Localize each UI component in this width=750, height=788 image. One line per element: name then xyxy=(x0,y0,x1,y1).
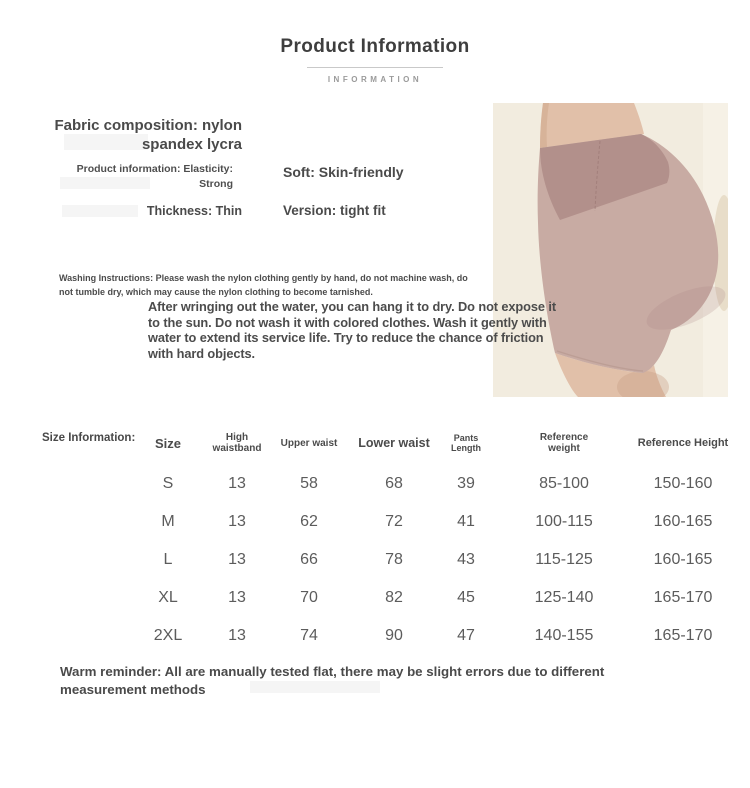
cell-reference-weight: 100-115 xyxy=(535,513,593,530)
cell-lower-waist: 68 xyxy=(385,475,403,492)
cell-size: M xyxy=(161,513,175,530)
elasticity-line2: Strong xyxy=(199,178,233,191)
size-table xyxy=(133,421,729,655)
col-header-reference-weight: Reference weight xyxy=(539,432,589,454)
header-divider xyxy=(307,67,443,68)
cell-high-waistband: 13 xyxy=(228,475,246,492)
cell-reference-weight: 125-140 xyxy=(534,589,594,606)
cell-upper-waist: 62 xyxy=(300,513,318,530)
cell-lower-waist: 82 xyxy=(385,589,403,606)
cell-pants-length: 45 xyxy=(457,589,475,606)
col-header-high-waistband: High waistband xyxy=(212,432,262,454)
thickness-info: Thickness: Thin xyxy=(146,204,242,218)
version-info: Version: tight fit xyxy=(283,203,386,218)
size-section-label: Size Information: xyxy=(42,432,136,444)
cell-upper-waist: 74 xyxy=(300,627,318,644)
cell-reference-height: 160-165 xyxy=(653,513,713,530)
softness-info: Soft: Skin-friendly xyxy=(283,164,404,180)
col-header-size: Size xyxy=(154,435,181,451)
cell-upper-waist: 58 xyxy=(300,475,318,492)
cell-reference-height: 165-170 xyxy=(653,627,713,644)
cell-pants-length: 43 xyxy=(457,551,475,568)
cell-lower-waist: 90 xyxy=(385,627,403,644)
cell-lower-waist: 78 xyxy=(385,551,403,568)
care-instructions: After wringing out the water, you can hang it to dry. Do not expose it to the sun. Do not wash it with colored clothes. Wash it gently with water to extend its service life. Try to reduce the chance of friction with hard objects. xyxy=(148,299,556,362)
cell-reference-height: 165-170 xyxy=(653,589,713,606)
cell-pants-length: 39 xyxy=(457,475,475,492)
elasticity-info xyxy=(77,162,233,192)
cell-upper-waist: 66 xyxy=(300,551,318,568)
cell-reference-weight: 115-125 xyxy=(535,551,593,568)
residue-patch xyxy=(62,205,138,217)
cell-reference-height: 160-165 xyxy=(653,551,713,568)
cell-lower-waist: 72 xyxy=(385,513,403,530)
fabric-line2: spandex lycra xyxy=(141,136,242,154)
cell-reference-weight: 140-155 xyxy=(534,627,594,644)
cell-size: S xyxy=(162,475,174,492)
col-header-lower-waist: Lower waist xyxy=(358,436,430,450)
cell-high-waistband: 13 xyxy=(228,551,246,568)
cell-high-waistband: 13 xyxy=(228,589,246,606)
elasticity-line1: Product information: Elasticity: xyxy=(76,163,233,175)
fabric-composition xyxy=(54,116,242,154)
cell-pants-length: 41 xyxy=(457,513,475,530)
cell-size: XL xyxy=(158,589,178,606)
page-subtitle: INFORMATION xyxy=(327,75,423,84)
col-header-upper-waist: Upper waist xyxy=(280,437,338,449)
warm-reminder: Warm reminder: All are manually tested flat, there may be slight errors due to different measurement methods xyxy=(60,664,605,697)
page-title: Product Information xyxy=(280,36,470,57)
cell-reference-height: 150-160 xyxy=(653,475,713,492)
cell-high-waistband: 13 xyxy=(228,513,246,530)
fabric-line1: Fabric composition: nylon xyxy=(54,117,242,134)
col-header-reference-height: Reference Height xyxy=(637,437,729,449)
cell-pants-length: 47 xyxy=(457,627,475,644)
page-header xyxy=(0,36,750,84)
cell-high-waistband: 13 xyxy=(228,627,246,644)
cell-size: 2XL xyxy=(153,627,183,644)
cell-size: L xyxy=(163,551,173,568)
cell-upper-waist: 70 xyxy=(300,589,318,606)
col-header-pants-length: Pants Length xyxy=(451,433,481,453)
washing-instructions: Washing Instructions: Please wash the nylon clothing gently by hand, do not machine wash, do not tumble dry, which may cause the nylon clothing to become tarnished. xyxy=(59,273,468,297)
cell-reference-weight: 85-100 xyxy=(539,475,589,492)
